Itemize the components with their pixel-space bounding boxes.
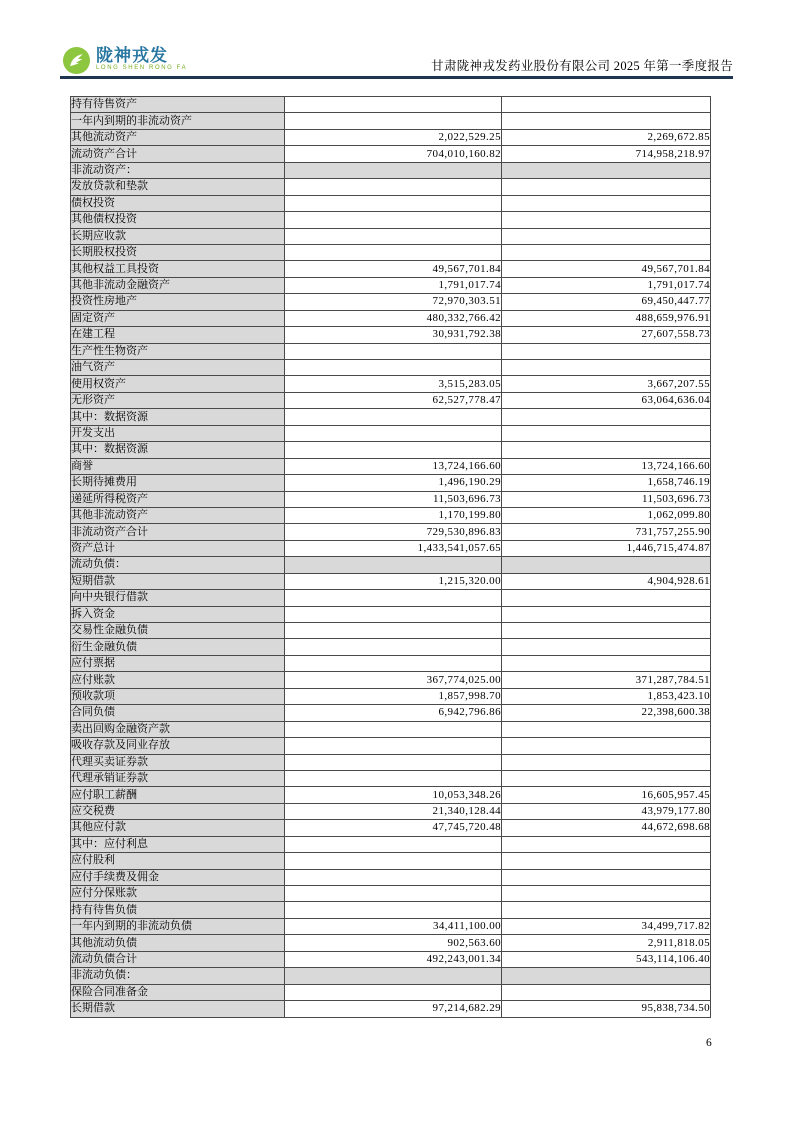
- row-value-current: [285, 343, 502, 359]
- row-value-current: [285, 244, 502, 260]
- report-title: 甘肃陇神戎发药业股份有限公司 2025 年第一季度报告: [431, 59, 733, 73]
- row-value-current: [285, 228, 502, 244]
- table-row: [71, 212, 711, 228]
- row-label: 商誉: [71, 458, 285, 474]
- row-label: 其他非流动金融资产: [71, 277, 285, 293]
- row-value-previous: [502, 360, 711, 376]
- row-value-previous: [502, 590, 711, 606]
- row-value-previous: [502, 606, 711, 622]
- row-label: 使用权资产: [71, 376, 285, 392]
- table-row: [71, 968, 711, 984]
- table-row: [71, 343, 711, 359]
- table-row: [71, 129, 711, 145]
- page-number: 6: [706, 1037, 712, 1049]
- row-label: 长期待摊费用: [71, 475, 285, 491]
- row-label: 其他债权投资: [71, 212, 285, 228]
- row-value-previous: [502, 212, 711, 228]
- row-value-current: [285, 984, 502, 1000]
- table-row: [71, 392, 711, 408]
- row-value-previous: 714,958,218.97: [502, 146, 711, 162]
- row-value-previous: 34,499,717.82: [502, 918, 711, 934]
- row-value-current: [285, 590, 502, 606]
- row-value-previous: [502, 623, 711, 639]
- row-label: 合同负债: [71, 705, 285, 721]
- row-value-previous: 543,114,106.40: [502, 951, 711, 967]
- table-row: [71, 820, 711, 836]
- row-value-previous: [502, 162, 711, 178]
- row-value-current: [285, 606, 502, 622]
- row-value-previous: [502, 902, 711, 918]
- row-label: 其他应付款: [71, 820, 285, 836]
- row-label: 应付股利: [71, 853, 285, 869]
- row-value-current: 47,745,720.48: [285, 820, 502, 836]
- row-value-current: 11,503,696.73: [285, 491, 502, 507]
- table-row: [71, 244, 711, 260]
- row-value-current: [285, 623, 502, 639]
- table-row: [71, 458, 711, 474]
- table-row: [71, 360, 711, 376]
- row-value-current: [285, 409, 502, 425]
- row-value-previous: [502, 836, 711, 852]
- row-value-current: 30,931,792.38: [285, 327, 502, 343]
- balance-sheet-body: [71, 97, 711, 1018]
- row-value-previous: 731,757,255.90: [502, 524, 711, 540]
- table-row: [71, 179, 711, 195]
- row-label: 油气资产: [71, 360, 285, 376]
- row-value-current: [285, 113, 502, 129]
- table-row: [71, 639, 711, 655]
- row-value-current: 729,530,896.83: [285, 524, 502, 540]
- row-value-previous: 3,667,207.55: [502, 376, 711, 392]
- row-label: 长期应收款: [71, 228, 285, 244]
- row-value-current: 1,215,320.00: [285, 573, 502, 589]
- row-label: 代理承销证券款: [71, 770, 285, 786]
- row-value-previous: 13,724,166.60: [502, 458, 711, 474]
- row-value-previous: [502, 639, 711, 655]
- table-row: [71, 195, 711, 211]
- table-row: [71, 425, 711, 441]
- table-row: [71, 310, 711, 326]
- row-value-previous: 1,446,715,474.87: [502, 540, 711, 556]
- row-value-previous: [502, 409, 711, 425]
- row-value-previous: [502, 738, 711, 754]
- table-row: [71, 146, 711, 162]
- table-row: [71, 803, 711, 819]
- table-row: [71, 918, 711, 934]
- row-value-current: 1,433,541,057.65: [285, 540, 502, 556]
- table-row: [71, 836, 711, 852]
- table-row: [71, 327, 711, 343]
- row-value-previous: [502, 853, 711, 869]
- row-value-previous: [502, 442, 711, 458]
- row-value-current: [285, 639, 502, 655]
- row-label: 在建工程: [71, 327, 285, 343]
- row-label: 递延所得税资产: [71, 491, 285, 507]
- row-label: 长期借款: [71, 1001, 285, 1017]
- row-value-current: [285, 968, 502, 984]
- row-value-previous: [502, 425, 711, 441]
- row-value-previous: 1,658,746.19: [502, 475, 711, 491]
- row-value-current: 2,022,529.25: [285, 129, 502, 145]
- row-label: 投资性房地产: [71, 294, 285, 310]
- row-value-current: 1,791,017.74: [285, 277, 502, 293]
- row-value-current: [285, 97, 502, 113]
- table-row: [71, 590, 711, 606]
- row-label: 其中：数据资源: [71, 409, 285, 425]
- table-row: [71, 442, 711, 458]
- row-value-previous: [502, 97, 711, 113]
- row-label: 应交税费: [71, 803, 285, 819]
- row-value-current: [285, 853, 502, 869]
- logo-name-en: LONG SHEN RONG FA: [96, 65, 188, 71]
- row-value-current: 10,053,348.26: [285, 787, 502, 803]
- table-row: [71, 721, 711, 737]
- row-value-previous: 1,791,017.74: [502, 277, 711, 293]
- row-label: 资产总计: [71, 540, 285, 556]
- company-logo: [62, 46, 187, 75]
- row-label: 衍生金融负债: [71, 639, 285, 655]
- balance-sheet-table: [70, 96, 711, 1018]
- row-value-current: [285, 360, 502, 376]
- row-label: 流动负债合计: [71, 951, 285, 967]
- row-label: 拆入资金: [71, 606, 285, 622]
- row-value-previous: [502, 754, 711, 770]
- row-value-current: [285, 195, 502, 211]
- table-row: [71, 557, 711, 573]
- row-label: 开发支出: [71, 425, 285, 441]
- row-value-previous: [502, 655, 711, 671]
- row-label: 非流动资产合计: [71, 524, 285, 540]
- row-label: 应付手续费及佣金: [71, 869, 285, 885]
- row-label: 非流动负债：: [71, 968, 285, 984]
- row-value-current: 62,527,778.47: [285, 392, 502, 408]
- table-row: [71, 606, 711, 622]
- table-row: [71, 162, 711, 178]
- row-value-previous: 371,287,784.51: [502, 672, 711, 688]
- row-value-current: [285, 557, 502, 573]
- row-value-current: 1,496,190.29: [285, 475, 502, 491]
- row-label: 预收款项: [71, 688, 285, 704]
- row-value-current: 6,942,796.86: [285, 705, 502, 721]
- row-value-current: [285, 902, 502, 918]
- row-value-current: [285, 770, 502, 786]
- table-row: [71, 97, 711, 113]
- row-label: 其他非流动资产: [71, 507, 285, 523]
- row-value-current: 492,243,001.34: [285, 951, 502, 967]
- row-label: 长期股权投资: [71, 244, 285, 260]
- row-label: 向中央银行借款: [71, 590, 285, 606]
- table-row: [71, 787, 711, 803]
- row-value-current: 13,724,166.60: [285, 458, 502, 474]
- row-value-previous: 16,605,957.45: [502, 787, 711, 803]
- table-row: [71, 754, 711, 770]
- row-label: 一年内到期的非流动负债: [71, 918, 285, 934]
- row-value-previous: [502, 195, 711, 211]
- row-value-current: [285, 179, 502, 195]
- row-label: 非流动资产：: [71, 162, 285, 178]
- logo-name-cn: 陇神戎发: [96, 46, 168, 65]
- row-label: 应付票据: [71, 655, 285, 671]
- table-row: [71, 935, 711, 951]
- row-value-current: 3,515,283.05: [285, 376, 502, 392]
- row-label: 其中：应付利息: [71, 836, 285, 852]
- row-label: 发放贷款和垫款: [71, 179, 285, 195]
- logo-circle-icon: [62, 46, 91, 75]
- row-label: 持有待售负债: [71, 902, 285, 918]
- row-value-previous: 1,062,099.80: [502, 507, 711, 523]
- table-row: [71, 1001, 711, 1017]
- table-row: [71, 113, 711, 129]
- table-row: [71, 277, 711, 293]
- row-value-current: [285, 836, 502, 852]
- table-row: [71, 688, 711, 704]
- row-value-current: [285, 212, 502, 228]
- row-value-current: 21,340,128.44: [285, 803, 502, 819]
- row-value-previous: 69,450,447.77: [502, 294, 711, 310]
- table-row: [71, 623, 711, 639]
- row-value-previous: [502, 343, 711, 359]
- row-label: 吸收存款及同业存放: [71, 738, 285, 754]
- row-value-current: 72,970,303.51: [285, 294, 502, 310]
- table-row: [71, 475, 711, 491]
- row-value-current: 704,010,160.82: [285, 146, 502, 162]
- table-row: [71, 984, 711, 1000]
- table-row: [71, 672, 711, 688]
- row-value-previous: [502, 869, 711, 885]
- row-value-current: 97,214,682.29: [285, 1001, 502, 1017]
- row-label: 其中：数据资源: [71, 442, 285, 458]
- row-value-previous: [502, 984, 711, 1000]
- row-value-previous: 488,659,976.91: [502, 310, 711, 326]
- row-label: 流动负债：: [71, 557, 285, 573]
- row-value-current: [285, 721, 502, 737]
- row-label: 其他流动资产: [71, 129, 285, 145]
- row-label: 代理买卖证券款: [71, 754, 285, 770]
- row-value-current: 1,857,998.70: [285, 688, 502, 704]
- row-label: 其他权益工具投资: [71, 261, 285, 277]
- row-value-current: [285, 425, 502, 441]
- table-row: [71, 540, 711, 556]
- table-row: [71, 853, 711, 869]
- page-header: [0, 0, 793, 80]
- table-row: [71, 261, 711, 277]
- table-row: [71, 886, 711, 902]
- table-row: [71, 573, 711, 589]
- row-value-previous: [502, 557, 711, 573]
- row-label: 持有待售资产: [71, 97, 285, 113]
- row-value-previous: 2,911,818.05: [502, 935, 711, 951]
- row-label: 其他流动负债: [71, 935, 285, 951]
- table-row: [71, 770, 711, 786]
- table-row: [71, 409, 711, 425]
- table-row: [71, 869, 711, 885]
- row-value-current: [285, 738, 502, 754]
- row-value-previous: 49,567,701.84: [502, 261, 711, 277]
- row-value-previous: 11,503,696.73: [502, 491, 711, 507]
- row-value-current: [285, 655, 502, 671]
- row-value-previous: 4,904,928.61: [502, 573, 711, 589]
- row-value-current: 49,567,701.84: [285, 261, 502, 277]
- row-label: 应付分保账款: [71, 886, 285, 902]
- row-value-current: 367,774,025.00: [285, 672, 502, 688]
- table-row: [71, 902, 711, 918]
- row-value-previous: [502, 886, 711, 902]
- row-value-previous: [502, 770, 711, 786]
- row-value-previous: [502, 968, 711, 984]
- row-label: 卖出回购金融资产款: [71, 721, 285, 737]
- row-value-previous: 63,064,636.04: [502, 392, 711, 408]
- row-value-current: 902,563.60: [285, 935, 502, 951]
- row-label: 债权投资: [71, 195, 285, 211]
- row-value-current: [285, 442, 502, 458]
- row-value-previous: 44,672,698.68: [502, 820, 711, 836]
- row-value-previous: 27,607,558.73: [502, 327, 711, 343]
- row-label: 短期借款: [71, 573, 285, 589]
- table-row: [71, 655, 711, 671]
- row-value-current: [285, 754, 502, 770]
- row-label: 交易性金融负债: [71, 623, 285, 639]
- row-value-previous: 22,398,600.38: [502, 705, 711, 721]
- table-row: [71, 507, 711, 523]
- header-rule: [60, 76, 733, 79]
- row-label: 流动资产合计: [71, 146, 285, 162]
- table-row: [71, 294, 711, 310]
- row-value-current: [285, 886, 502, 902]
- row-label: 生产性生物资产: [71, 343, 285, 359]
- row-label: 无形资产: [71, 392, 285, 408]
- row-value-current: 1,170,199.80: [285, 507, 502, 523]
- row-value-previous: 1,853,423.10: [502, 688, 711, 704]
- row-value-previous: [502, 244, 711, 260]
- row-label: 保险合同准备金: [71, 984, 285, 1000]
- table-row: [71, 376, 711, 392]
- logo-text: [96, 46, 187, 72]
- row-value-previous: 2,269,672.85: [502, 129, 711, 145]
- table-row: [71, 524, 711, 540]
- table-row: [71, 491, 711, 507]
- table-row: [71, 738, 711, 754]
- row-value-previous: [502, 113, 711, 129]
- row-label: 应付账款: [71, 672, 285, 688]
- row-value-current: [285, 162, 502, 178]
- row-value-previous: 43,979,177.80: [502, 803, 711, 819]
- row-label: 应付职工薪酬: [71, 787, 285, 803]
- row-value-previous: [502, 721, 711, 737]
- row-value-current: [285, 869, 502, 885]
- table-row: [71, 228, 711, 244]
- row-value-current: 34,411,100.00: [285, 918, 502, 934]
- row-value-previous: [502, 228, 711, 244]
- table-row: [71, 951, 711, 967]
- row-label: 固定资产: [71, 310, 285, 326]
- row-value-previous: 95,838,734.50: [502, 1001, 711, 1017]
- row-value-current: 480,332,766.42: [285, 310, 502, 326]
- table-row: [71, 705, 711, 721]
- row-value-previous: [502, 179, 711, 195]
- row-label: 一年内到期的非流动资产: [71, 113, 285, 129]
